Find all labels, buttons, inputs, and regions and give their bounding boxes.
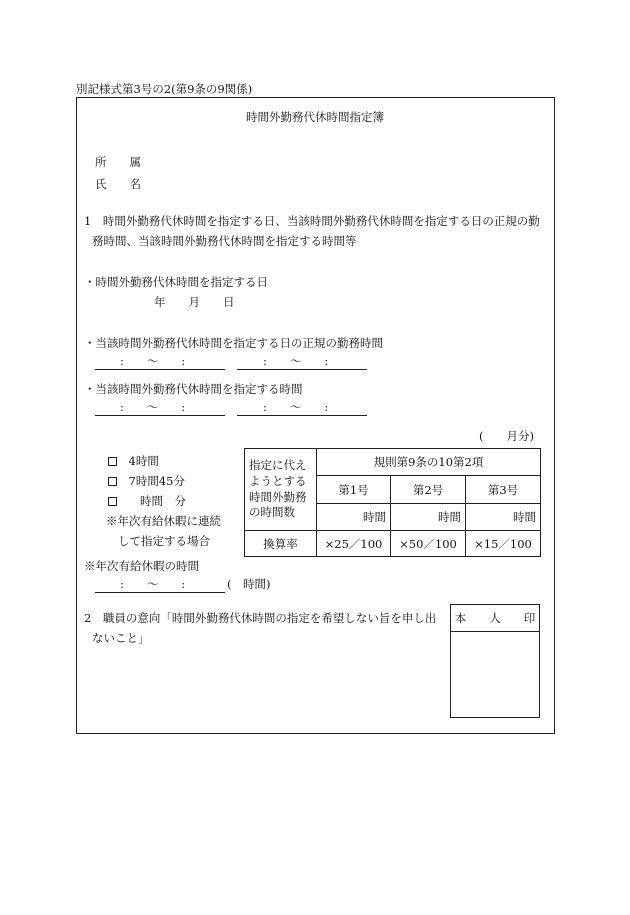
conversion-label: 換算率 (245, 531, 317, 557)
section1-heading-line1: 1 時間外勤務代休時間を指定する日、当該時間外勤務代休時間を指定する日の正規の勤 (84, 214, 540, 228)
annual-leave-hours: ( 時間) (227, 577, 271, 591)
designate-time-range-2: : 〜 : (263, 400, 329, 414)
month-minutes: ( 月分) (479, 429, 534, 443)
checkbox-icon[interactable] (108, 477, 117, 486)
regular-hours-line-2 (237, 369, 367, 370)
rate-2: ×50／100 (391, 531, 466, 557)
regular-hours-range-1: : 〜 : (120, 354, 186, 368)
regular-hours-line-1 (95, 369, 225, 370)
hours-cell-2[interactable]: 時間 (391, 504, 466, 531)
option-7h45m[interactable] (108, 475, 185, 489)
column-header-2: 第2号 (391, 476, 466, 504)
designate-time-range-1: : 〜 : (120, 400, 186, 414)
note-line1: ※年次有給休暇に連続 (106, 514, 221, 528)
form-reference: 別記様式第3号の2(第9条の9関係) (76, 82, 253, 96)
option-label: 4時間 (128, 454, 159, 468)
option-custom[interactable] (108, 495, 186, 509)
section2-line2: ないこと」 (92, 631, 150, 645)
designate-day-date: 年 月 日 (154, 295, 235, 309)
section1-heading-line2: 務時間、当該時間外勤務代休時間を指定する時間等 (92, 234, 357, 248)
designate-time-line-2 (237, 415, 367, 416)
seal-header (451, 605, 539, 632)
section2-line1: 2 職員の意向「時間外勤務代休時間の指定を希望しない旨を申し出 (84, 611, 437, 625)
regular-hours-label: ・当該時間外勤務代休時間を指定する日の正規の勤務時間 (84, 336, 383, 350)
seal-box[interactable] (450, 604, 540, 718)
checkbox-icon[interactable] (108, 457, 117, 466)
option-label: 7時間45分 (128, 474, 185, 488)
rate-3: ×15／100 (466, 531, 541, 557)
rate-1: ×25／100 (317, 531, 391, 557)
annual-leave-line (95, 592, 225, 593)
affiliation-label: 所 属 (95, 155, 141, 169)
column-header-3: 第3号 (466, 476, 541, 504)
hours-cell-3[interactable]: 時間 (466, 504, 541, 531)
designate-day-label: ・時間外勤務代休時間を指定する日 (84, 275, 268, 289)
name-label: 氏 名 (95, 177, 141, 191)
hours-cell-1[interactable]: 時間 (317, 504, 391, 531)
designate-time-label: ・当該時間外勤務代休時間を指定する時間 (84, 382, 303, 396)
option-4h[interactable] (108, 455, 159, 469)
form-title: 時間外勤務代休時間指定簿 (246, 110, 384, 124)
checkbox-icon[interactable] (108, 497, 117, 506)
group-header: 規則第9条の10第2項 (317, 449, 541, 476)
designate-time-line-1 (95, 415, 225, 416)
note-line2: して指定する場合 (118, 534, 210, 548)
seal-label: 本 人 印 (454, 611, 536, 625)
regular-hours-range-2: : 〜 : (263, 354, 329, 368)
column-header-1: 第1号 (317, 476, 391, 504)
row-header-cell: 指定に代え ようとする 時間外勤務 の時間数 (245, 449, 317, 531)
annual-leave-range: : 〜 : (120, 577, 186, 591)
option-label: 時間 分 (128, 494, 186, 508)
conversion-table (244, 448, 541, 557)
annual-leave-label: ※年次有給休暇の時間 (84, 559, 199, 573)
